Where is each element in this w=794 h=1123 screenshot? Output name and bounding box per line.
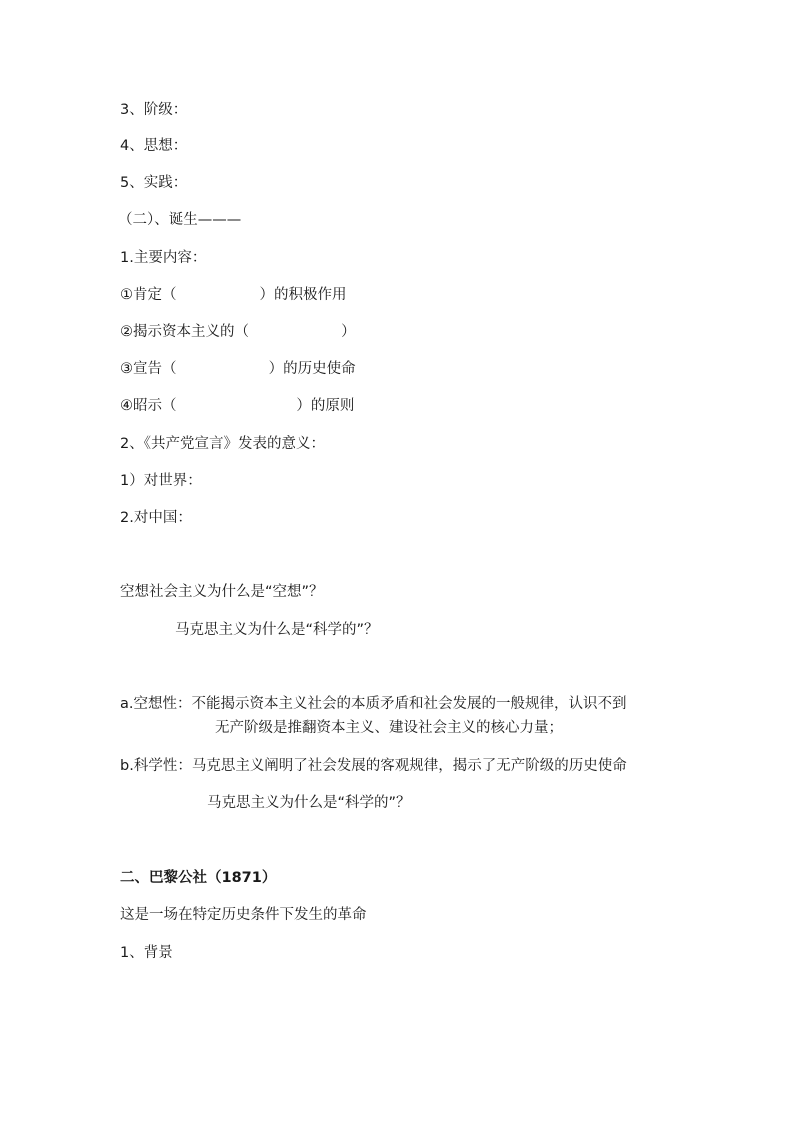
line-class: 3、阶级： bbox=[120, 102, 188, 118]
line-manifest: ④昭示（ ）的原则 bbox=[120, 398, 355, 414]
line-scientific-question: 马克思主义为什么是“科学的”？ bbox=[175, 622, 379, 638]
line-background: 1、背景 bbox=[120, 945, 173, 961]
section-heading-paris-commune: 二、巴黎公社（1871） bbox=[120, 870, 277, 886]
line-affirm: ①肯定（ ）的积极作用 bbox=[120, 287, 347, 303]
line-utopian-answer-cont: 无产阶级是推翻资本主义、建设社会主义的核心力量； bbox=[215, 720, 563, 736]
line-utopian-answer: a.空想性：不能揭示资本主义社会的本质矛盾和社会发展的一般规律，认识不到 bbox=[120, 696, 627, 712]
line-china: 2.对中国： bbox=[120, 510, 192, 526]
line-revolution: 这是一场在特定历史条件下发生的革命 bbox=[120, 907, 367, 923]
line-world: 1）对世界： bbox=[120, 473, 202, 489]
line-scientific-question-repeat: 马克思主义为什么是“科学的”？ bbox=[207, 795, 411, 811]
line-birth-heading: （二）、诞生——— bbox=[118, 212, 242, 228]
line-thought: 4、思想： bbox=[120, 138, 188, 154]
line-manifesto-significance: 2、《共产党宣言》发表的意义： bbox=[120, 436, 325, 452]
line-reveal: ②揭示资本主义的（ ） bbox=[120, 324, 356, 340]
line-main-content: 1.主要内容： bbox=[120, 250, 207, 266]
line-scientific-answer: b.科学性：马克思主义阐明了社会发展的客观规律，揭示了无产阶级的历史使命 bbox=[120, 758, 627, 774]
line-utopian-question: 空想社会主义为什么是“空想”？ bbox=[120, 584, 324, 600]
line-practice: 5、实践： bbox=[120, 175, 188, 191]
line-declare: ③宣告（ ）的历史使命 bbox=[120, 361, 356, 377]
